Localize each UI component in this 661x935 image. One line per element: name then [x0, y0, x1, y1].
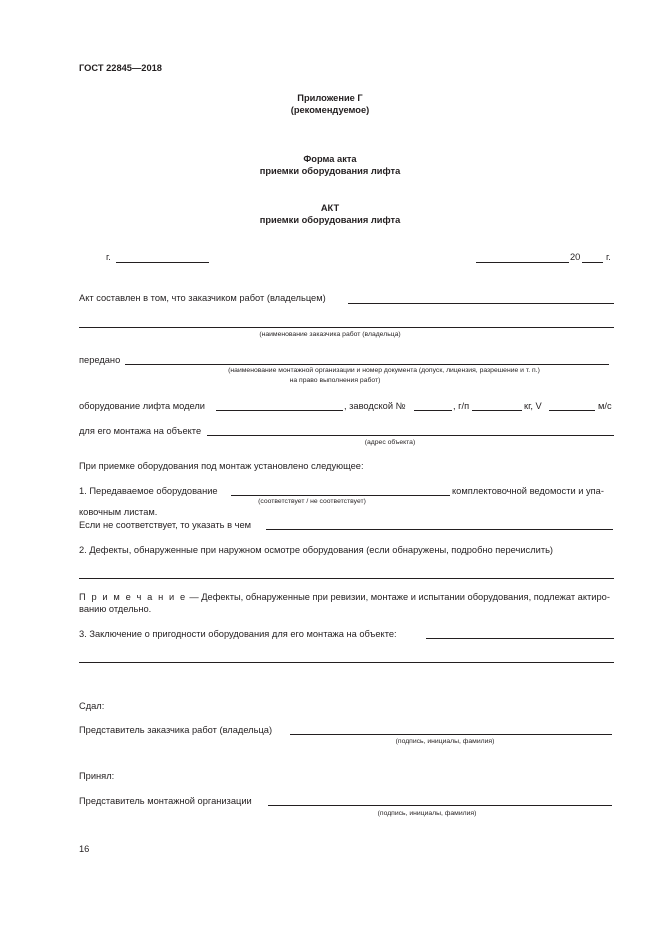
item1-blank [231, 495, 450, 496]
item1-mismatch-blank [266, 529, 613, 530]
installer-caption-2: на право выполнения работ) [289, 377, 381, 384]
address-blank [207, 435, 614, 436]
transferred-label: передано [79, 355, 121, 365]
year-prefix: 20 [570, 252, 581, 262]
item3-blank-2 [79, 662, 614, 663]
speed-unit: м/с [598, 401, 612, 411]
handed-label: Представитель заказчика работ (владельца) [79, 725, 273, 735]
factory-no-blank [414, 410, 452, 411]
load-label: , г/п [453, 401, 470, 411]
item1-tail: комплектовочной ведомости и упа- [452, 486, 604, 496]
form-title-line1: Форма акта [303, 154, 357, 164]
composed-label: Акт составлен в том, что заказчиком работ (владельцем) [79, 293, 326, 303]
item1-line3: Если не соответствует, то указать в чем [79, 520, 252, 530]
item1-caption: (соответствует / не соответствует) [258, 498, 366, 505]
customer-blank-1 [348, 303, 614, 304]
year-suffix: г. [606, 252, 611, 262]
note-line1 [79, 592, 610, 603]
speed-blank [549, 410, 595, 411]
section-intro: При приемке оборудования под монтаж установлено следующее: [79, 461, 364, 471]
item1-label: 1. Передаваемое оборудование [79, 486, 218, 496]
note-prefix: П р и м е ч а н и е [79, 592, 187, 602]
item2-label: 2. Дефекты, обнаруженные при наружном осмотре оборудования (если обнаружены, подробно перечислить) [79, 545, 554, 555]
install-site-label: для его монтажа на объекте [79, 426, 202, 436]
note-line2: ванию отдельно. [79, 604, 152, 614]
accepted-label: Представитель монтажной организации [79, 796, 252, 806]
item3-label: 3. Заключение о пригодности оборудования для его монтажа на объекте: [79, 629, 397, 639]
address-caption: (адрес объекта) [364, 439, 416, 446]
handed-title: Сдал: [79, 701, 105, 711]
form-title-line2: приемки оборудования лифта [259, 166, 401, 176]
accepted-caption: (подпись, инициалы, фамилия) [377, 810, 477, 817]
appendix-subtitle: (рекомендуемое) [290, 105, 370, 115]
city-prefix: г. [106, 252, 111, 262]
installer-blank [125, 364, 609, 365]
customer-blank-2 [79, 327, 614, 328]
customer-caption: (наименование заказчика работ (владельца) [259, 331, 401, 338]
appendix-title: Приложение Г [297, 93, 363, 103]
accepted-signature-blank [268, 805, 612, 806]
page-number: 16 [79, 844, 90, 854]
handed-signature-blank [290, 734, 612, 735]
equip-model-label: оборудование лифта модели [79, 401, 205, 411]
accepted-title: Принял: [79, 771, 115, 781]
standard-number: ГОСТ 22845—2018 [79, 63, 162, 73]
item1-line2: ковочным листам. [79, 507, 158, 517]
item2-blank [79, 578, 614, 579]
kg-label: кг, V [524, 401, 542, 411]
load-blank [472, 410, 522, 411]
item3-blank-1 [426, 638, 614, 639]
city-blank [116, 262, 209, 263]
installer-caption-1: (наименование монтажной организации и номер документа (допуск, лицензия, разрешение и т. п.) [228, 367, 540, 374]
factory-no-label: , заводской № [344, 401, 406, 411]
date-blank [476, 262, 569, 263]
year-blank [582, 262, 603, 263]
act-title-line2: приемки оборудования лифта [259, 215, 401, 225]
act-title-line1: АКТ [320, 203, 340, 213]
note-text: — Дефекты, обнаруженные при ревизии, монтаже и испытании оборудования, подлежат актиро- [186, 592, 610, 602]
handed-caption: (подпись, инициалы, фамилия) [395, 738, 495, 745]
model-blank [216, 410, 343, 411]
